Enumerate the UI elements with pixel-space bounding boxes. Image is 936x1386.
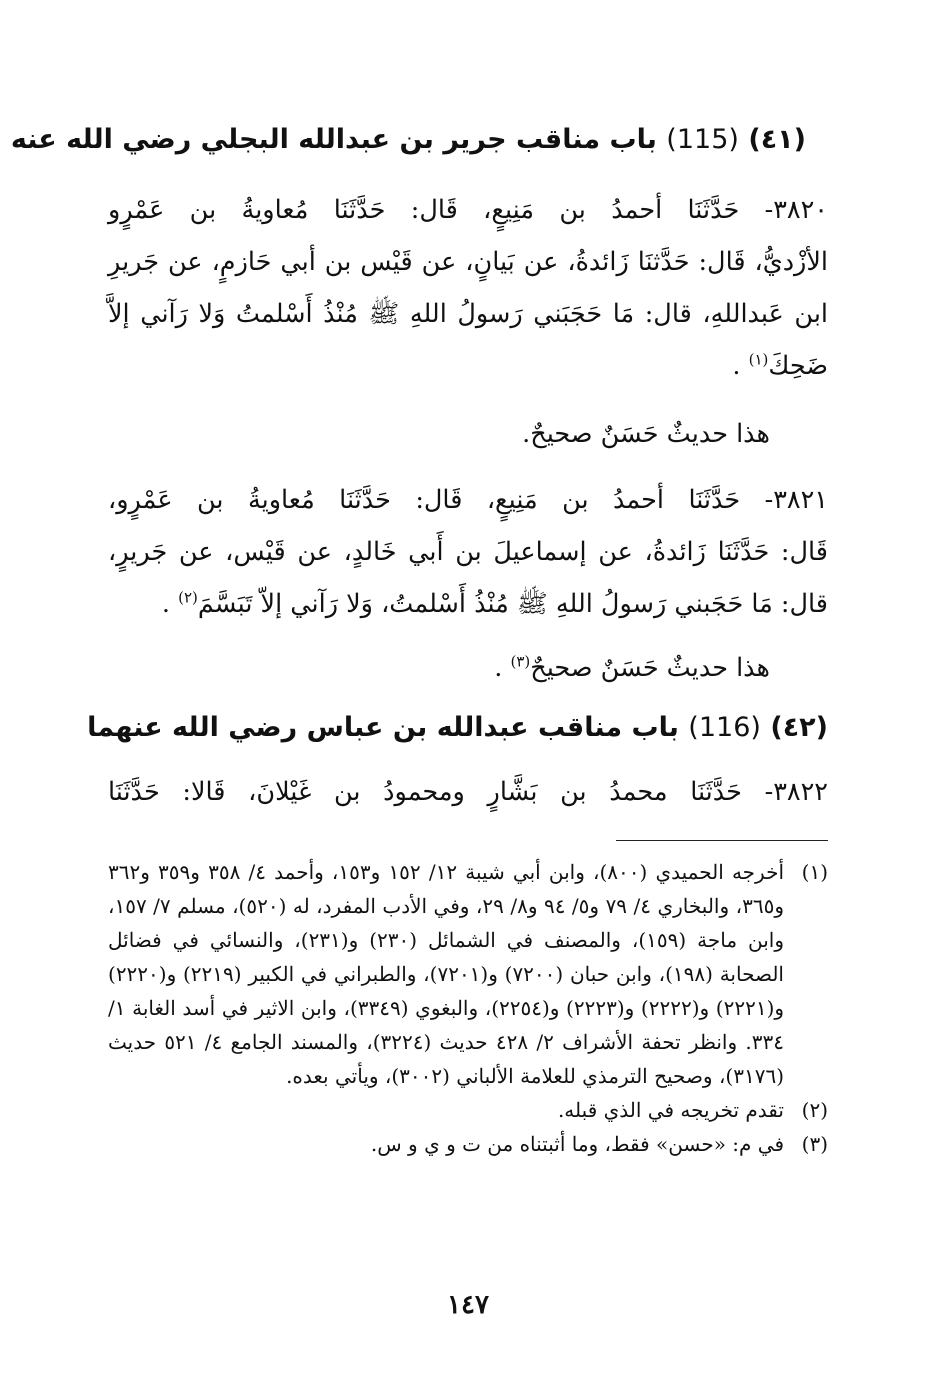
punctuation: . — [494, 653, 511, 683]
footnote-ref: (١) — [748, 350, 769, 369]
hadith-line: ابن عَبداللهِ، قال: مَا حَجَبَني رَسولُ اللهِ ﷺ مُنْذُ أَسْلمتُ وَلا رَآني إلاَّ — [108, 299, 828, 329]
hadith-line — [108, 340, 828, 392]
section-number: (٤٢) — [770, 712, 828, 743]
hadith-text: ضَحِكَ — [768, 351, 828, 381]
hadith-line: ٣٨٢١- حَدَّثَنَا أحمدُ بن مَنِيعٍ، قَال: حَدَّثَنَا مُعاويةُ بن عَمْرٍو، — [108, 485, 828, 515]
hadith-3821 — [108, 474, 828, 630]
chapter-number: (115) — [666, 124, 739, 155]
footnote-text: أخرجه الحميدي (٨٠٠)، وابن أبي شيبة ١٢/ ١٥٢ و١٥٣، وأحمد ٤/ ٣٥٨ و٣٥٩ و٣٦٢ و٣٦٥، والبخاري ٤/ ٧٩ و٥/ ٩٤ و٨/ ٢٩، وفي الأدب المفرد، له (٥٢٠)، مسلم ٧/ ١٥٧، وابن ماجة (١٥٩)، والمصنف في الشمائل (٢٣٠) و(٢٣١)، والنسائي في فضائل الصحابة (١٩٨)، وابن حبان (٧٢٠٠) و(٧٢٠١)، والطبراني في الكبير (٢٢١٩) و(٢٢٢٠) و(٢٢٢١) و(٢٢٢٢) و(٢٢٢٣) و(٢٢٥٤)، والبغوي (٣٣٤٩)، وابن الاثير في أسد الغابة ١/ ٣٣٤. وانظر تحفة الأشراف ٢/ ٤٢٨ حديث (٣٢٢٤)، والمسند الجامع ٤/ ٥٢١ حديث (٣١٧٦)، وصحيح الترمذي للعلامة الألباني (٣٠٠٢)، ويأتي بعده. — [108, 860, 785, 1088]
page-body — [10, 118, 828, 1161]
chapter-number: (116) — [688, 712, 761, 743]
footnote-text: تقدم تخريجه في الذي قبله. — [557, 1098, 784, 1122]
footnote-3 — [108, 1127, 828, 1161]
footnote-ref: (٣) — [510, 652, 531, 671]
hadith-line: ٣٨٢٢- حَدَّثَنَا محمدُ بن بَشَّارٍ ومحمودُ بن غَيْلانَ، قَالا: حَدَّثَنَا — [108, 777, 828, 807]
section-title: باب مناقب جرير بن عبدالله البجلي رضي الله عنه — [10, 124, 657, 155]
section-heading-42 — [87, 706, 828, 750]
section-heading-41 — [10, 118, 806, 162]
hadith-3820 — [108, 184, 828, 392]
footnote-ref: (٢) — [178, 588, 198, 607]
footnote-2 — [108, 1093, 828, 1127]
footnote-mark: (١) — [801, 860, 828, 884]
hadith-line: الأزْديُّ، قَال: حَدَّثنَا زَائدةُ، عن بَيانٍ، عن قَيْس بن أبي حَازمٍ، عن جَريرِ — [108, 247, 828, 277]
grade-text: هذا حديثٌ حَسَنٌ صحيحٌ — [530, 653, 770, 683]
footnote-mark: (٢) — [801, 1098, 828, 1122]
hadith-grade: هذا حديثٌ حَسَنٌ صحيحٌ. — [522, 419, 770, 449]
hadith-line — [108, 578, 828, 630]
footnote-1 — [108, 855, 828, 1093]
section-title: باب مناقب عبدالله بن عباس رضي الله عنهما — [87, 712, 679, 743]
footnotes — [108, 855, 828, 1161]
punctuation: . — [161, 589, 179, 619]
page-number: ١٤٧ — [447, 1290, 489, 1320]
punctuation: . — [732, 351, 749, 381]
hadith-line: ٣٨٢٠- حَدَّثَنَا أحمدُ بن مَنِيعٍ، قَال: حَدَّثَنَا مُعاويةُ بن عَمْرٍو — [108, 195, 828, 225]
footnote-text: في م: «حسن» فقط، وما أثبتناه من ت و ي و س. — [370, 1132, 784, 1156]
section-number: (٤١) — [748, 124, 806, 155]
footnote-divider — [616, 840, 828, 841]
hadith-line: قَال: حَدَّثَنَا زَائدةُ، عن إسماعيلَ بن أَبي خَالدٍ، عن قَيْس، عن جَريرٍ، — [108, 537, 828, 567]
hadith-grade — [108, 642, 770, 694]
hadith-text: قال: مَا حَجَبني رَسولُ اللهِ ﷺ مُنْذُ أَسْلمتُ، وَلا رَآني إلاّ تَبَسَّمَ — [197, 589, 828, 619]
footnote-mark: (٣) — [801, 1132, 828, 1156]
hadith-3822 — [108, 766, 828, 818]
